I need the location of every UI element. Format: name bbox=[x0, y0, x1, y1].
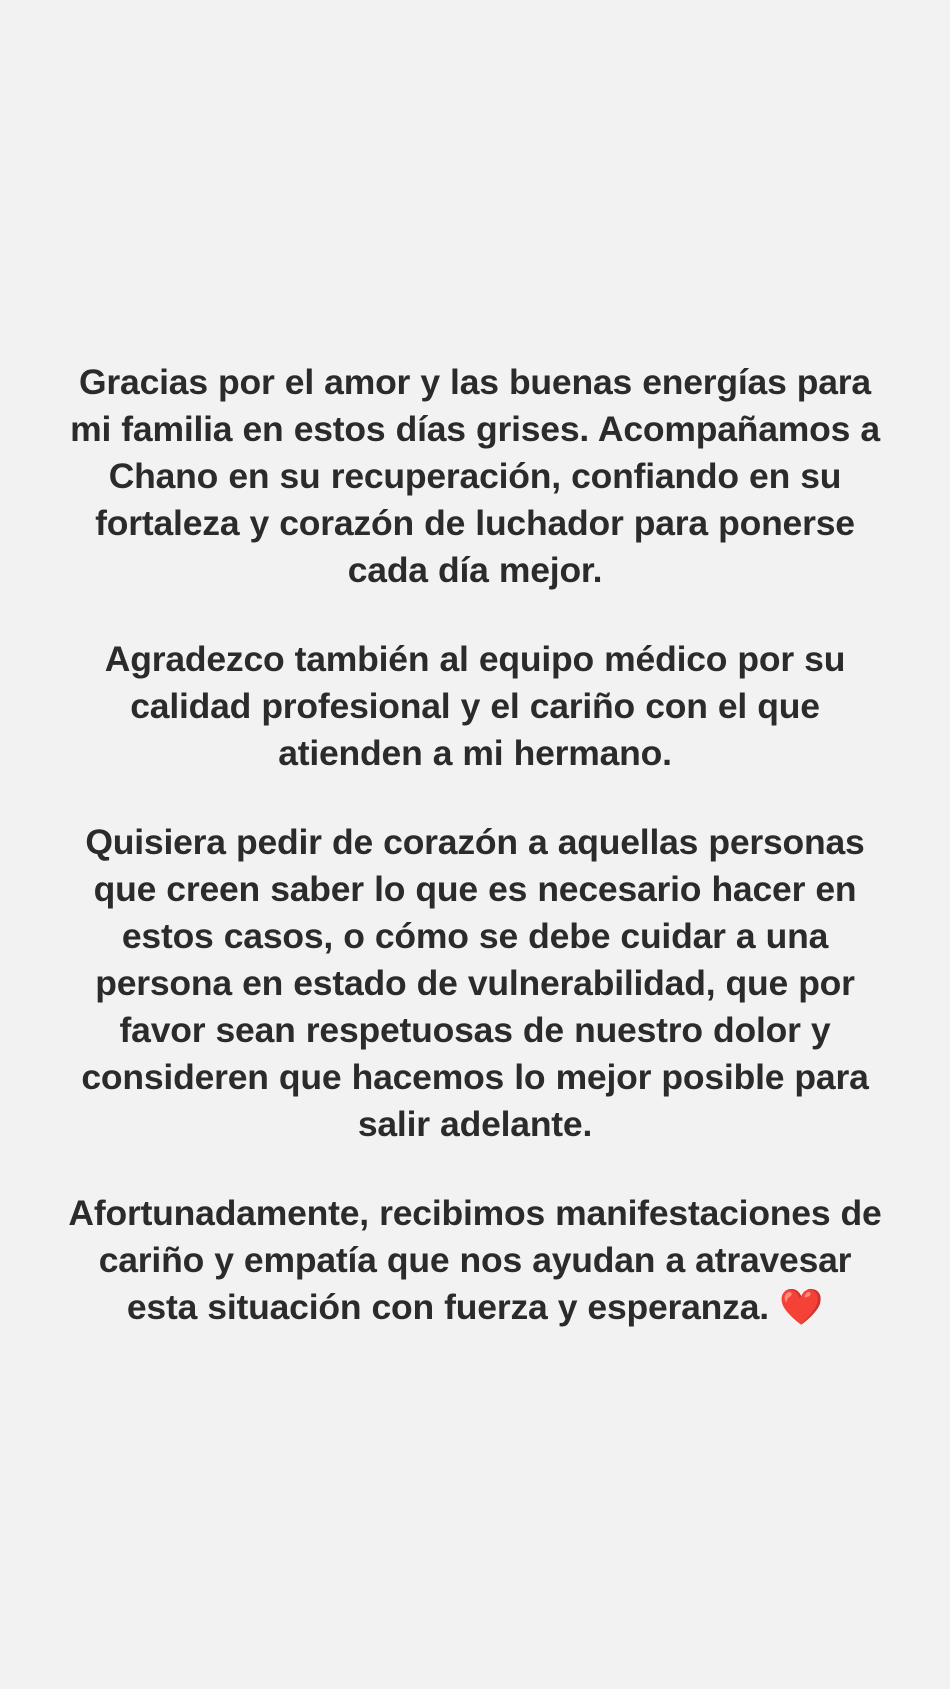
story-paragraph-4-text: Afortunadamente, recibimos manifestaciones de cariño y empatía que nos ayudan a atravesar esta situación con fuerza y esperanza. bbox=[68, 1192, 892, 1327]
paragraph-spacer bbox=[60, 777, 890, 819]
paragraph-spacer bbox=[60, 594, 890, 636]
story-paragraph-2: Agradezco también al equipo médico por su calidad profesional y el cariño con el que atienden a mi hermano. bbox=[104, 638, 856, 773]
red-heart-icon: ❤️ bbox=[779, 1286, 824, 1327]
story-paragraph-3: Quisiera pedir de corazón a aquellas personas que creen saber lo que es necesario hacer en estos casos, o cómo se debe cuidar a una persona en estado de vulnerabilidad, que por favor sean respetuosas de nuestro dolor y consideren que hacemos lo mejor posible para salir adelante. bbox=[81, 821, 879, 1144]
story-paragraph-4 bbox=[60, 1190, 890, 1331]
story-paragraph-1: Gracias por el amor y las buenas energías para mi familia en estos días grises. Acompañamos a Chano en su recuperación, confiando en su fortaleza y corazón de luchador para ponerse cada día mejor. bbox=[70, 361, 891, 590]
story-text-block bbox=[60, 359, 890, 1331]
paragraph-spacer bbox=[60, 1148, 890, 1190]
